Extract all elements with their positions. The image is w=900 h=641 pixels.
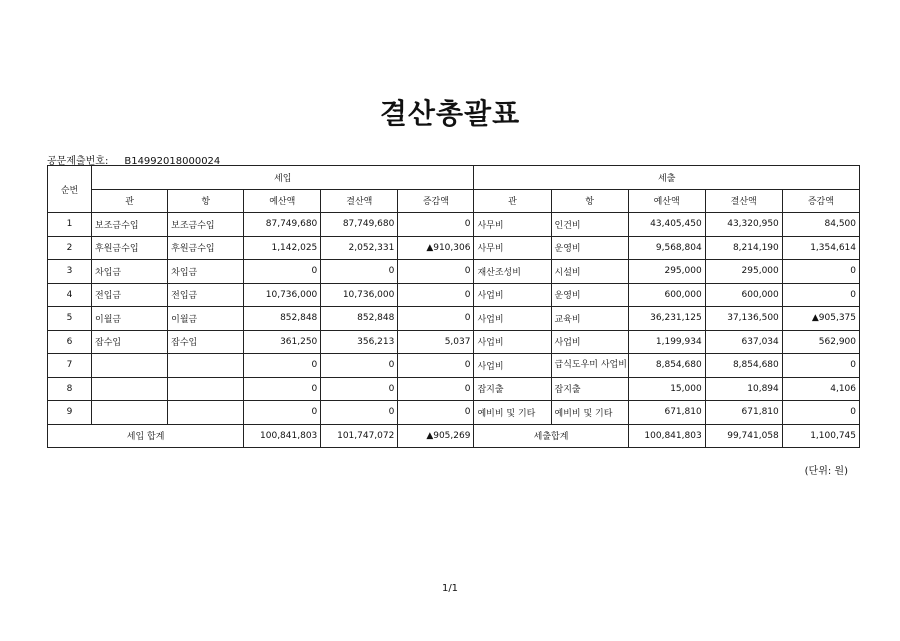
expense-hang: 교육비 <box>551 307 628 331</box>
row-number: 8 <box>48 377 92 401</box>
expense-gwan: 재산조성비 <box>474 260 551 284</box>
expense-settled: 600,000 <box>705 283 782 307</box>
income-hang: 잡수입 <box>168 330 244 354</box>
income-hang: 보조금수입 <box>168 213 244 237</box>
income-diff: 0 <box>398 377 474 401</box>
report-title: 결산총괄표 <box>379 97 521 130</box>
income-diff: ▲910,306 <box>398 236 474 260</box>
income-hang <box>168 377 244 401</box>
expense-diff: 0 <box>782 260 859 284</box>
expense-hang: 운영비 <box>551 283 628 307</box>
expense-diff: 0 <box>782 283 859 307</box>
expense-hang: 급식도우미 사업비 <box>551 354 628 378</box>
income-budget: 852,848 <box>244 307 321 331</box>
expense-gwan: 잡지출 <box>474 377 551 401</box>
table-row <box>48 330 860 354</box>
expense-gwan: 사무비 <box>474 236 551 260</box>
expense-hang: 시설비 <box>551 260 628 284</box>
row-number: 2 <box>48 236 92 260</box>
expense-budget: 15,000 <box>628 377 705 401</box>
income-hang <box>168 354 244 378</box>
income-settled: 87,749,680 <box>321 213 398 237</box>
expense-budget: 8,854,680 <box>628 354 705 378</box>
income-gwan <box>92 401 168 425</box>
table-row <box>48 307 860 331</box>
expense-diff: 0 <box>782 401 859 425</box>
table-row <box>48 260 860 284</box>
expense-settled: 10,894 <box>705 377 782 401</box>
expense-budget: 43,405,450 <box>628 213 705 237</box>
expense-hang: 예비비 및 기타 <box>551 401 628 425</box>
expense-budget: 671,810 <box>628 401 705 425</box>
header-expense-hang: 항 <box>551 189 628 213</box>
income-budget: 1,142,025 <box>244 236 321 260</box>
settlement-summary-table <box>47 165 860 448</box>
income-total-settled: 101,747,072 <box>321 424 398 448</box>
income-budget: 87,749,680 <box>244 213 321 237</box>
income-settled: 0 <box>321 401 398 425</box>
expense-diff: 1,354,614 <box>782 236 859 260</box>
income-settled: 0 <box>321 260 398 284</box>
document-number-label: 공문제출번호: <box>47 156 109 167</box>
table-row <box>48 236 860 260</box>
income-budget: 0 <box>244 401 321 425</box>
expense-settled: 43,320,950 <box>705 213 782 237</box>
income-settled: 10,736,000 <box>321 283 398 307</box>
unit-note: (단위: 원) <box>804 466 848 477</box>
income-budget: 0 <box>244 377 321 401</box>
income-settled: 356,213 <box>321 330 398 354</box>
expense-settled: 8,214,190 <box>705 236 782 260</box>
income-gwan: 후원금수입 <box>92 236 168 260</box>
expense-settled: 671,810 <box>705 401 782 425</box>
income-diff: 0 <box>398 283 474 307</box>
income-gwan: 이월금 <box>92 307 168 331</box>
expense-budget: 1,199,934 <box>628 330 705 354</box>
income-total-label: 세입 합계 <box>48 424 244 448</box>
header-seq: 순번 <box>48 166 92 213</box>
row-number: 5 <box>48 307 92 331</box>
table-row <box>48 354 860 378</box>
income-settled: 0 <box>321 354 398 378</box>
header-row-groups <box>48 166 860 190</box>
table-row <box>48 401 860 425</box>
income-diff: 0 <box>398 307 474 331</box>
document-number-value: B14992018000024 <box>124 156 221 167</box>
income-total-budget: 100,841,803 <box>244 424 321 448</box>
income-diff: 5,037 <box>398 330 474 354</box>
table-row <box>48 377 860 401</box>
page-number: 1/1 <box>441 583 459 594</box>
expense-settled: 637,034 <box>705 330 782 354</box>
header-row-columns <box>48 189 860 213</box>
expense-total-settled: 99,741,058 <box>705 424 782 448</box>
income-gwan <box>92 354 168 378</box>
row-number: 6 <box>48 330 92 354</box>
row-number: 3 <box>48 260 92 284</box>
income-gwan <box>92 377 168 401</box>
expense-settled: 37,136,500 <box>705 307 782 331</box>
header-income-settled: 결산액 <box>321 189 398 213</box>
expense-gwan: 사업비 <box>474 330 551 354</box>
expense-gwan: 사업비 <box>474 307 551 331</box>
income-hang: 후원금수입 <box>168 236 244 260</box>
expense-settled: 295,000 <box>705 260 782 284</box>
income-settled: 852,848 <box>321 307 398 331</box>
expense-total-diff: 1,100,745 <box>782 424 859 448</box>
expense-total-budget: 100,841,803 <box>628 424 705 448</box>
expense-diff: 4,106 <box>782 377 859 401</box>
header-expense-gwan: 관 <box>474 189 551 213</box>
expense-budget: 600,000 <box>628 283 705 307</box>
income-hang <box>168 401 244 425</box>
income-gwan: 전입금 <box>92 283 168 307</box>
expense-hang: 운영비 <box>551 236 628 260</box>
income-hang: 차입금 <box>168 260 244 284</box>
header-expense: 세출 <box>474 166 860 190</box>
income-budget: 0 <box>244 260 321 284</box>
expense-diff: 562,900 <box>782 330 859 354</box>
income-total-diff: ▲905,269 <box>398 424 474 448</box>
totals-row <box>48 424 860 448</box>
header-income-budget: 예산액 <box>244 189 321 213</box>
row-number: 7 <box>48 354 92 378</box>
header-expense-settled: 결산액 <box>705 189 782 213</box>
header-income-hang: 항 <box>168 189 244 213</box>
header-income-gwan: 관 <box>92 189 168 213</box>
expense-gwan: 사업비 <box>474 354 551 378</box>
income-gwan: 차입금 <box>92 260 168 284</box>
expense-hang: 사업비 <box>551 330 628 354</box>
expense-diff: 84,500 <box>782 213 859 237</box>
row-number: 1 <box>48 213 92 237</box>
expense-budget: 9,568,804 <box>628 236 705 260</box>
row-number: 4 <box>48 283 92 307</box>
income-diff: 0 <box>398 213 474 237</box>
income-diff: 0 <box>398 401 474 425</box>
header-income-diff: 증감액 <box>398 189 474 213</box>
expense-settled: 8,854,680 <box>705 354 782 378</box>
expense-budget: 36,231,125 <box>628 307 705 331</box>
expense-hang: 잡지출 <box>551 377 628 401</box>
income-settled: 0 <box>321 377 398 401</box>
income-diff: 0 <box>398 260 474 284</box>
income-settled: 2,052,331 <box>321 236 398 260</box>
header-expense-diff: 증감액 <box>782 189 859 213</box>
income-gwan: 보조금수입 <box>92 213 168 237</box>
expense-total-label: 세출합계 <box>474 424 628 448</box>
header-expense-budget: 예산액 <box>628 189 705 213</box>
income-diff: 0 <box>398 354 474 378</box>
expense-gwan: 사업비 <box>474 283 551 307</box>
expense-budget: 295,000 <box>628 260 705 284</box>
header-income: 세입 <box>92 166 474 190</box>
row-number: 9 <box>48 401 92 425</box>
expense-diff: 0 <box>782 354 859 378</box>
expense-gwan: 사무비 <box>474 213 551 237</box>
income-gwan: 잡수입 <box>92 330 168 354</box>
income-budget: 361,250 <box>244 330 321 354</box>
income-hang: 이월금 <box>168 307 244 331</box>
expense-hang: 인건비 <box>551 213 628 237</box>
income-hang: 전입금 <box>168 283 244 307</box>
expense-diff: ▲905,375 <box>782 307 859 331</box>
income-budget: 10,736,000 <box>244 283 321 307</box>
table-row <box>48 283 860 307</box>
table-row <box>48 213 860 237</box>
income-budget: 0 <box>244 354 321 378</box>
expense-gwan: 예비비 및 기타 <box>474 401 551 425</box>
